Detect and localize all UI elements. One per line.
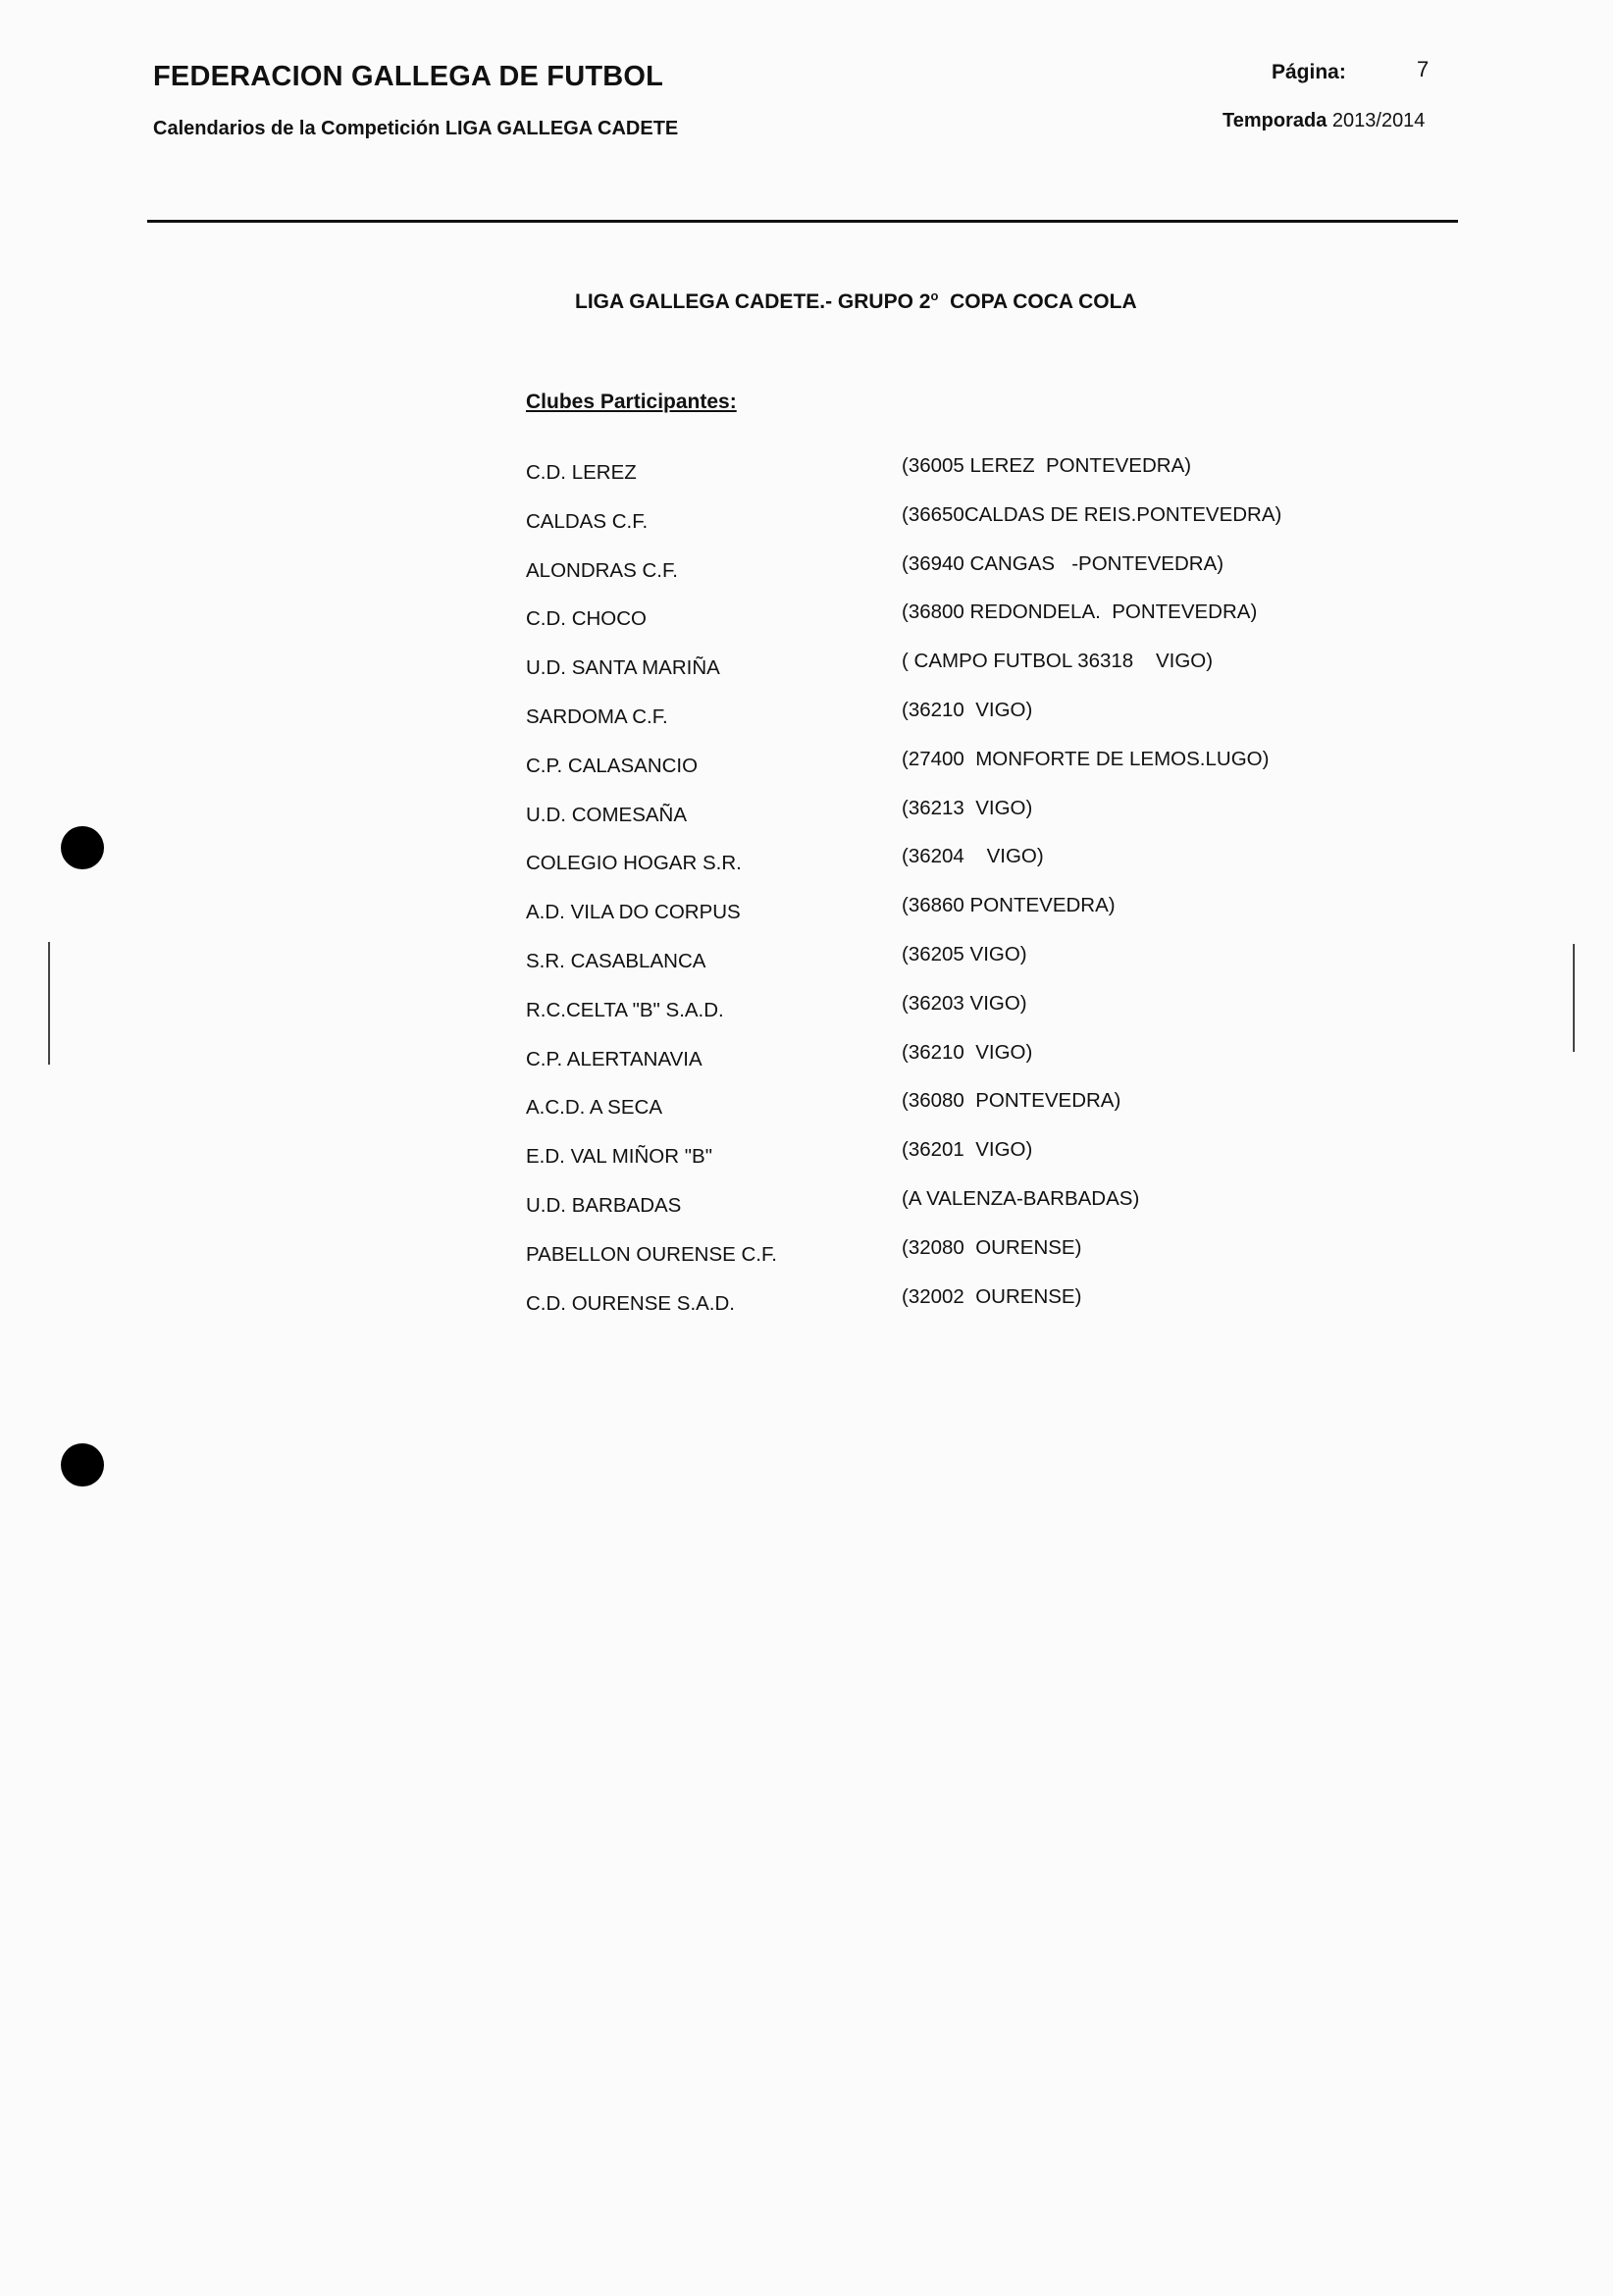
page-label: Página: <box>1272 61 1346 83</box>
group-title-ordinal: o <box>930 288 939 303</box>
club-location: (36005 LEREZ PONTEVEDRA) <box>902 454 1192 477</box>
punch-hole <box>61 826 104 869</box>
club-location: (36080 PONTEVEDRA) <box>902 1089 1121 1113</box>
club-location: (36205 VIGO) <box>902 942 1027 965</box>
competition-subtitle: Calendarios de la Competición LIGA GALLEGA CADETE <box>153 118 679 139</box>
club-location: (36203 VIGO) <box>902 991 1027 1015</box>
group-title-main: LIGA GALLEGA CADETE.- GRUPO 2 <box>575 290 931 313</box>
club-location: (32080 OURENSE) <box>902 1235 1082 1259</box>
season-value: 2013/2014 <box>1331 110 1426 131</box>
club-name: ALONDRAS C.F. <box>526 558 678 582</box>
organization-title: FEDERACION GALLEGA DE FUTBOL <box>153 61 664 92</box>
club-name: SARDOMA C.F. <box>526 704 668 728</box>
club-name: CALDAS C.F. <box>526 509 649 533</box>
club-name: C.D. OURENSE S.A.D. <box>526 1291 736 1315</box>
club-location: (32002 OURENSE) <box>902 1284 1082 1308</box>
club-name: E.D. VAL MIÑOR "B" <box>526 1145 712 1169</box>
club-location: ( CAMPO FUTBOL 36318 VIGO) <box>902 650 1214 673</box>
club-name: C.P. ALERTANAVIA <box>526 1047 702 1070</box>
club-name: PABELLON OURENSE C.F. <box>526 1242 777 1266</box>
club-location: (36210 VIGO) <box>902 1040 1033 1064</box>
season-info <box>1223 110 1425 132</box>
club-name: A.C.D. A SECA <box>526 1096 662 1120</box>
club-location: (36940 CANGAS -PONTEVEDRA) <box>902 551 1224 575</box>
header-divider <box>147 220 1458 223</box>
group-title-cup: COPA COCA COLA <box>938 290 1137 313</box>
club-location: (A VALENZA-BARBADAS) <box>902 1186 1140 1210</box>
club-location: (36213 VIGO) <box>902 796 1033 819</box>
scan-margin-mark <box>48 942 50 1065</box>
club-location: (36210 VIGO) <box>902 698 1033 721</box>
club-location: (27400 MONFORTE DE LEMOS.LUGO) <box>902 747 1270 770</box>
club-name: R.C.CELTA "B" S.A.D. <box>526 998 724 1021</box>
page-number: 7 <box>1417 57 1430 81</box>
club-name: U.D. COMESAÑA <box>526 803 688 826</box>
club-location: (36204 VIGO) <box>902 845 1044 868</box>
club-name: U.D. BARBADAS <box>526 1193 682 1217</box>
club-list <box>526 454 1409 1340</box>
club-name: C.D. CHOCO <box>526 607 647 631</box>
club-location: (36800 REDONDELA. PONTEVEDRA) <box>902 600 1258 624</box>
club-location: (36650CALDAS DE REIS.PONTEVEDRA) <box>902 502 1282 526</box>
club-location: (36201 VIGO) <box>902 1138 1033 1162</box>
season-label: Temporada <box>1223 110 1327 131</box>
club-name: U.D. SANTA MARIÑA <box>526 656 720 680</box>
scan-margin-mark <box>1573 944 1575 1052</box>
club-name: COLEGIO HOGAR S.R. <box>526 852 742 875</box>
punch-hole <box>61 1443 104 1487</box>
clubs-heading: Clubes Participantes: <box>526 391 737 413</box>
list-item <box>526 1284 1409 1341</box>
club-name: C.D. LEREZ <box>526 461 637 484</box>
club-name: S.R. CASABLANCA <box>526 949 706 972</box>
group-title <box>575 288 1137 314</box>
club-name: A.D. VILA DO CORPUS <box>526 901 741 924</box>
club-name: C.P. CALASANCIO <box>526 754 699 777</box>
club-location: (36860 PONTEVEDRA) <box>902 894 1116 917</box>
